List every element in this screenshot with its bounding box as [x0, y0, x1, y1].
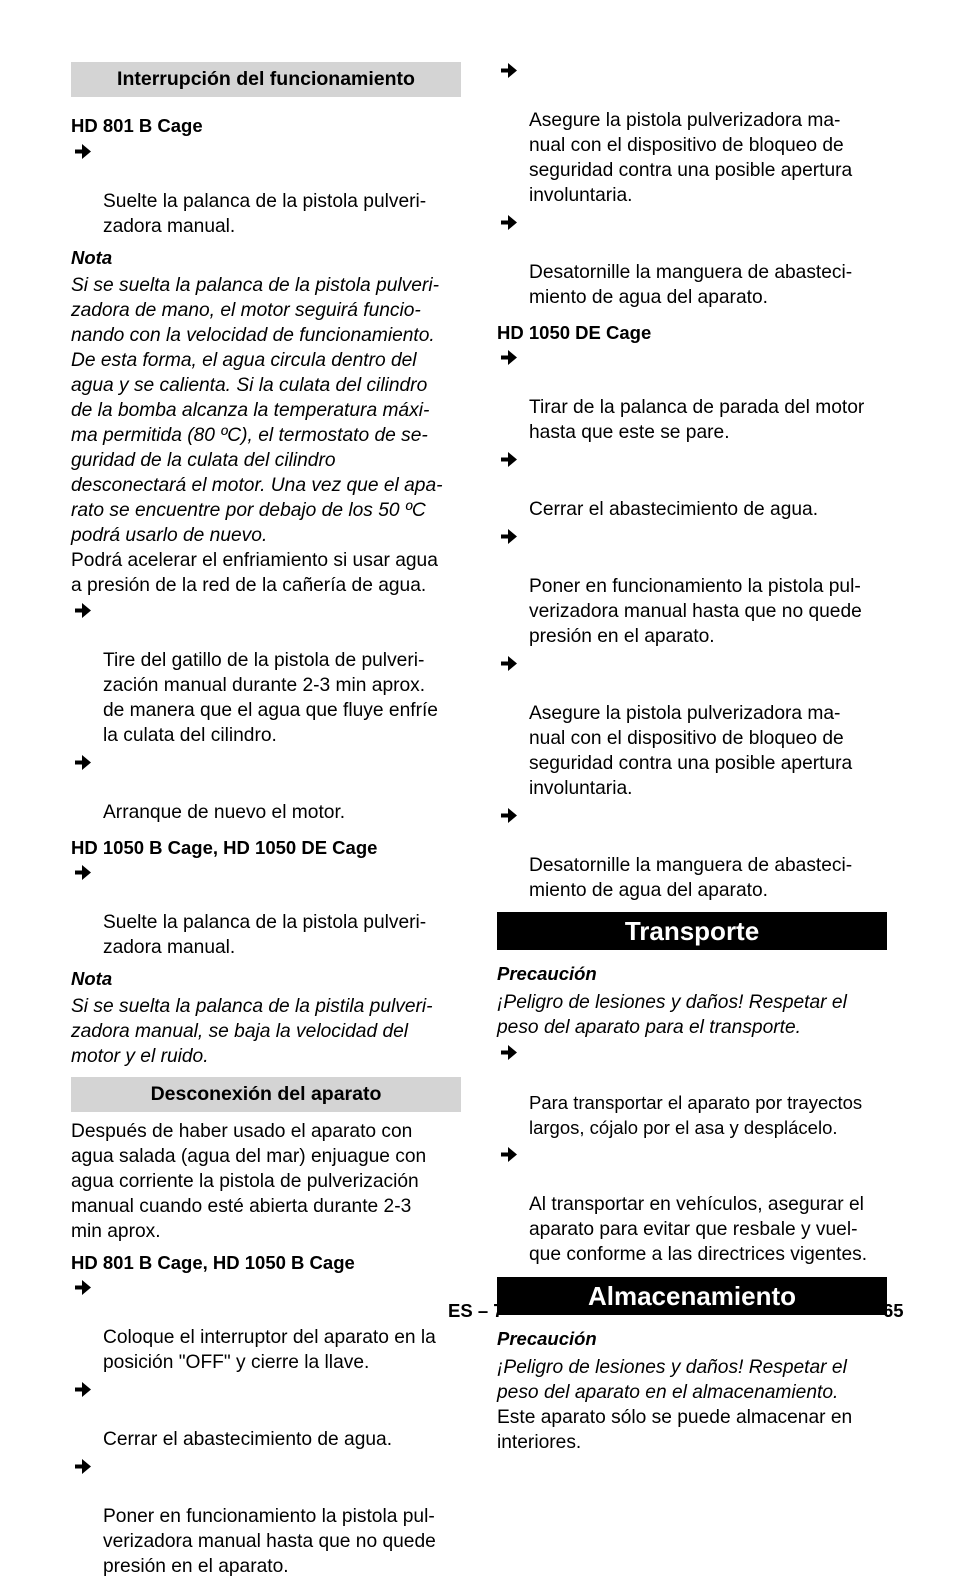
step-text: Suelte la palanca de la pistola pulveri- zadora manual.: [103, 912, 427, 958]
step-text: Tirar de la palanca de parada del motor hasta que este se pare.: [529, 397, 865, 443]
subheading-hd801: HD 801 B Cage: [71, 115, 203, 136]
caution-text: ¡Peligro de lesiones y daños! Respetar el peso del aparato para el transporte.: [497, 992, 847, 1038]
step-text: Suelte la palanca de la pistola pulveri- zadora manual.: [103, 191, 427, 237]
caution-label: Precaución: [497, 963, 597, 984]
subheading-hd1050: HD 1050 B Cage, HD 1050 DE Cage: [71, 837, 378, 858]
step-item: [497, 524, 887, 649]
step-item: [497, 1142, 887, 1267]
step-item: [497, 58, 887, 208]
arrow-right-icon: [499, 448, 519, 471]
step-item: [71, 860, 461, 960]
footer-section-label: ES – 7: [448, 1300, 504, 1321]
step-item: [497, 1040, 887, 1140]
step-text: Para transportar el aparato por trayectos largos, cójalo por el asa y desplácelo.: [529, 1092, 863, 1138]
arrow-right-icon: [499, 346, 519, 369]
note-text: Si se suelta la palanca de la pistola pulveri- zadora de mano, el motor seguirá funcio- nando con la velocidad de funcionamiento. De esta forma, el agua circula dentro del agua y se calienta. Si la culata del cilindro de la bomba alcanza la temperatura máxi- ma permitida (80 ºC), el termostato de se- guridad de la culata del cilindro desconectará el motor. Una vez que el apa- rato se encuentre por debajo de los 50 ºC podrá usarlo de nuevo.: [71, 275, 443, 546]
paragraph-cooling: Podrá acelerar el enfriamiento si usar agua a presión de la red de la cañería de agua.: [71, 550, 438, 596]
step-text: Cerrar el abastecimiento de agua.: [529, 499, 819, 520]
arrow-right-icon: [73, 1378, 93, 1401]
arrow-right-icon: [499, 211, 519, 234]
arrow-right-icon: [499, 1041, 519, 1064]
heading-interrupcion: Interrupción del funcionamiento: [71, 62, 461, 97]
arrow-right-icon: [499, 1143, 519, 1166]
note-text: Si se suelta la palanca de la pistila pulveri- zadora manual, se baja la velocidad del motor y el ruido.: [71, 996, 433, 1067]
step-item: [497, 345, 887, 445]
arrow-right-icon: [499, 59, 519, 82]
step-item: [497, 447, 887, 522]
left-column: [71, 62, 461, 1579]
arrow-right-icon: [73, 1455, 93, 1478]
heading-desconexion: Desconexión del aparato: [71, 1077, 461, 1112]
step-text: Tire del gatillo de la pistola de pulveri- zación manual durante 2-3 min aprox. de manera que el agua que fluye enfríe la culata del cilindro.: [103, 650, 438, 746]
caution-label: Precaución: [497, 1328, 597, 1349]
arrow-right-icon: [499, 652, 519, 675]
caution-text: ¡Peligro de lesiones y daños! Respetar el peso del aparato en el almacenamiento.: [497, 1357, 847, 1403]
step-text: Desatornille la manguera de abasteci- miento de agua del aparato.: [529, 855, 853, 901]
paragraph-salt-water: Después de haber usado el aparato con agua salada (agua del mar) enjuague con agua corriente la pistola de pulverización manual cuando esté abierta durante 2-3 min aprox.: [71, 1121, 427, 1242]
step-text: Al transportar en vehículos, asegurar el aparato para evitar que resbale y vuel- que conforme a las directrices vigentes.: [529, 1194, 868, 1265]
heading-almacenamiento: Almacenamiento: [497, 1277, 887, 1315]
step-item: [71, 1275, 461, 1375]
note-label: Nota: [71, 968, 113, 989]
arrow-right-icon: [73, 751, 93, 774]
note-label: Nota: [71, 247, 113, 268]
arrow-right-icon: [73, 140, 93, 163]
step-item: [497, 803, 887, 903]
step-item: [497, 651, 887, 801]
arrow-right-icon: [73, 1276, 93, 1299]
paragraph-storage: Este aparato sólo se puede almacenar en interiores.: [497, 1407, 853, 1453]
subheading-hd801-hd1050: HD 801 B Cage, HD 1050 B Cage: [71, 1252, 355, 1273]
step-text: Asegure la pistola pulverizadora ma- nual con el dispositivo de bloqueo de seguridad contra una posible apertura involuntaria.: [529, 110, 853, 206]
step-text: Asegure la pistola pulverizadora ma- nual con el dispositivo de bloqueo de seguridad contra una posible apertura involuntaria.: [529, 703, 853, 799]
step-text: Poner en funcionamiento la pistola pul- verizadora manual hasta que no quede presión en el aparato.: [529, 576, 862, 647]
right-column: [497, 58, 887, 1455]
arrow-right-icon: [73, 861, 93, 884]
step-item: [71, 1454, 461, 1579]
step-text: Coloque el interruptor del aparato en la posición "OFF" y cierre la llave.: [103, 1327, 436, 1373]
arrow-right-icon: [499, 804, 519, 827]
step-item: [71, 750, 461, 825]
subheading-hd1050de: HD 1050 DE Cage: [497, 322, 652, 343]
heading-transporte: Transporte: [497, 912, 887, 950]
page-number: 65: [883, 1300, 904, 1321]
step-text: Poner en funcionamiento la pistola pul- verizadora manual hasta que no quede presión en el aparato.: [103, 1506, 436, 1577]
step-text: Cerrar el abastecimiento de agua.: [103, 1429, 393, 1450]
step-text: Arranque de nuevo el motor.: [103, 802, 346, 823]
step-text: Desatornille la manguera de abasteci- miento de agua del aparato.: [529, 262, 853, 308]
step-item: [497, 210, 887, 310]
step-item: [71, 1377, 461, 1452]
step-item: [71, 139, 461, 239]
arrow-right-icon: [73, 599, 93, 622]
arrow-right-icon: [499, 525, 519, 548]
step-item: [71, 598, 461, 748]
